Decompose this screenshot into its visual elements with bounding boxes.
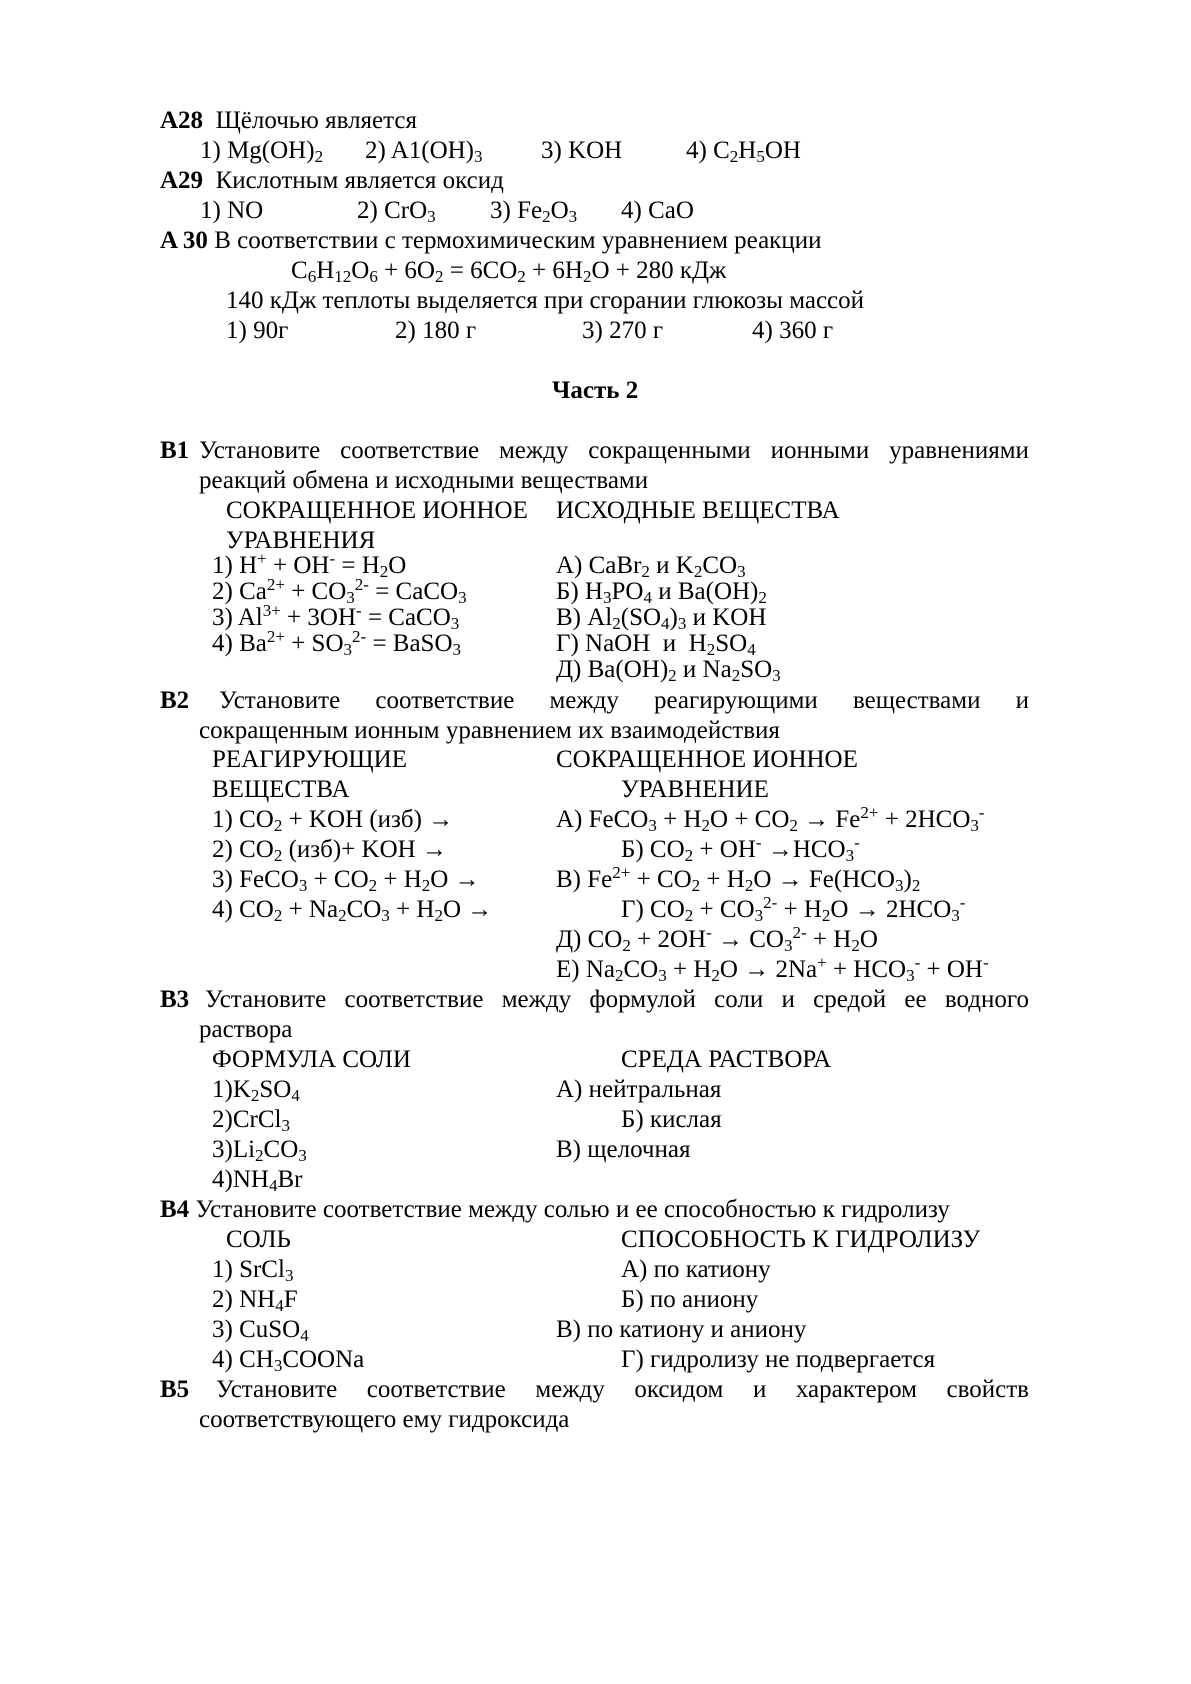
list-item: 2)CrCl$_3$: [212, 1106, 290, 1135]
column-header-left: ФОРМУЛА СОЛИ: [212, 1046, 411, 1073]
question-text-b5: Установите соответствие между оксидом и характером свойств: [216, 1376, 1029, 1403]
list-item: Г) гидролизу не подвергается: [621, 1346, 936, 1373]
question-a28: [160, 106, 417, 136]
list-item: 4) $CO_2 + Na_2CO_3 + H_2O$ →: [212, 896, 493, 925]
list-item: $4)NH_4Br$: [212, 1166, 303, 1195]
question-text-b2: Установите соответствие между реагирующими веществами и: [219, 687, 1029, 714]
option: 4) CaO: [621, 197, 694, 224]
list-item: 3) FeCO$_3$ + $CO_2 + H_2O$ →: [212, 866, 480, 895]
question-number: B4: [160, 1196, 190, 1223]
question-number-b2: B2: [160, 687, 190, 714]
list-item: 1) SrCl$_3$: [212, 1256, 294, 1285]
list-item: 3) $Al^{3+} + 3OH^-$ = CaCO$_3$: [212, 601, 460, 633]
column-header-left-line2: УРАВНЕНИЯ: [226, 527, 376, 554]
question-text-b1-line2: реакций обмена и исходными веществами: [199, 467, 649, 494]
question-number: A29: [160, 167, 204, 194]
option: 2) $A1(OH)_3$: [365, 137, 483, 166]
column-header-left: СОЛЬ: [226, 1226, 291, 1253]
list-item: В) щелочная: [556, 1136, 691, 1163]
question-text-b5-line2: соответствующего ему гидроксида: [199, 1406, 570, 1433]
column-header-right-line2: УРАВНЕНИЕ: [621, 776, 769, 803]
list-item: А) CaBr$_2$ и $K_2CO_3$: [556, 552, 746, 581]
column-header-left: СОКРАЩЕННОЕ ИОННОЕ: [226, 497, 528, 524]
option: 4) 360 г: [752, 317, 834, 344]
list-item: Б) по аниону: [621, 1286, 759, 1313]
list-item: В) $Fe^{2+} + CO_2 + H_2O \to Fe(HCO_3)_2$: [556, 863, 921, 895]
column-header-left-line2: ВЕЩЕСТВА: [212, 776, 350, 803]
question-text-b3: Установите соответствие между формулой соли и средой ее водного: [205, 986, 1029, 1013]
question-a30: [160, 226, 821, 256]
question-number: A 30: [160, 227, 208, 254]
option: 3) $Fe_2O_3$: [490, 197, 578, 226]
list-item: 1) $H^+ + OH^- = H_2O$: [212, 549, 407, 581]
question-text: В соответствии с термохимическим уравнением реакции: [214, 227, 822, 254]
question-text-continued: 140 кДж теплоты выделяется при сгорании глюкозы массой: [226, 287, 865, 314]
question-text: Кислотным является оксид: [215, 167, 504, 194]
option: 3) KOH: [541, 137, 623, 164]
question-b4: [160, 1195, 950, 1225]
column-header-left: РЕАГИРУЮЩИЕ: [212, 746, 407, 773]
question-number-b3: B3: [160, 986, 190, 1013]
question-text: Щёлочью является: [215, 107, 417, 134]
option: 1) 90г: [226, 317, 289, 344]
question-a29: [160, 166, 504, 196]
list-item: Г) NaOH и $H_2SO_4$: [556, 630, 756, 659]
list-item: А) FeCO$_3$ + $H_2O + CO_2 \to Fe^{2+} + 2HCO_3^-$: [556, 803, 985, 835]
list-item: 2) $NH_4F$: [212, 1286, 298, 1315]
option: 2) 180 г: [395, 317, 477, 344]
list-item: 2) $Ca^{2+} + CO_3^{2-}$ = CaCO$_3$: [212, 575, 467, 607]
list-item: Б) кислая: [621, 1106, 722, 1133]
list-item: Д) $CO_2 + 2OH^- \to CO_3^{2-} + H_2O$: [556, 923, 878, 955]
question-text: Установите соответствие между солью и ее способностью к гидролизу: [195, 1196, 950, 1223]
option: 1) NO: [200, 197, 264, 224]
list-item: 1) $CO_2$ + KOH (изб) →: [212, 806, 454, 835]
list-item: Е) $Na_2CO_3 + H_2O \to 2Na^+ + HCO_3^- + OH^-$: [556, 953, 989, 985]
question-number-b1: B1: [160, 437, 190, 464]
column-header-right: СПОСОБНОСТЬ К ГИДРОЛИЗУ: [621, 1226, 981, 1253]
list-item: 4) $CH_3COONa$: [212, 1346, 365, 1375]
option: 1) $Mg(OH)_2$: [200, 137, 324, 166]
list-item: Д) $Ba(OH)_2$ и $Na_2SO_3$: [556, 656, 781, 685]
list-item: $1)K_2SO_4$: [212, 1076, 300, 1105]
option: 3) 270 г: [582, 317, 664, 344]
list-item: 4) $Ba^{2+} + SO_3^{2-}$ = BaSO$_3$: [212, 627, 462, 659]
list-item: В) по катиону и аниону: [556, 1316, 807, 1343]
question-text-b1: Установите соответствие между сокращенными ионными уравнениями: [199, 437, 1029, 464]
list-item: А) нейтральная: [556, 1076, 722, 1103]
question-text-b3-line2: раствора: [199, 1016, 293, 1043]
list-item: 3) CuSO$_4$: [212, 1316, 309, 1345]
list-item: 2) $CO_2$ (изб)+ KOH →: [212, 836, 447, 865]
option: 4) $C_2H_5OH$: [686, 137, 801, 166]
list-item: В) $Al_2(SO_4)_3$ и KOH: [556, 604, 767, 633]
list-item: Б) $H_3PO_4$ и $Ba(OH)_2$: [556, 578, 767, 607]
column-header-right: СОКРАЩЕННОЕ ИОННОЕ: [556, 746, 858, 773]
list-item: А) по катиону: [621, 1256, 771, 1283]
list-item: Г) $CO_2 + CO_3^{2-} + H_2O \to 2HCO_3^-$: [621, 893, 966, 925]
question-text-b2-line2: сокращенным ионным уравнением их взаимодействия: [199, 717, 780, 744]
question-number: A28: [160, 107, 204, 134]
list-item: $3)Li_2CO_3$: [212, 1136, 307, 1165]
question-number-b5: B5: [160, 1376, 190, 1403]
section-title: Часть 2: [552, 377, 639, 404]
thermochemical-equation: $C_6H_{12}O_6 + 6O_2 = 6CO_2 + 6H_2O + 280$ кДж: [291, 257, 727, 286]
list-item: Б) $CO_2 + OH^- \to HCO_3^-$: [621, 833, 860, 865]
column-header-right: СРЕДА РАСТВОРА: [621, 1046, 832, 1073]
option: 2) CrO$_3$: [357, 197, 436, 226]
column-header-right: ИСХОДНЫЕ ВЕЩЕСТВА: [556, 497, 840, 524]
